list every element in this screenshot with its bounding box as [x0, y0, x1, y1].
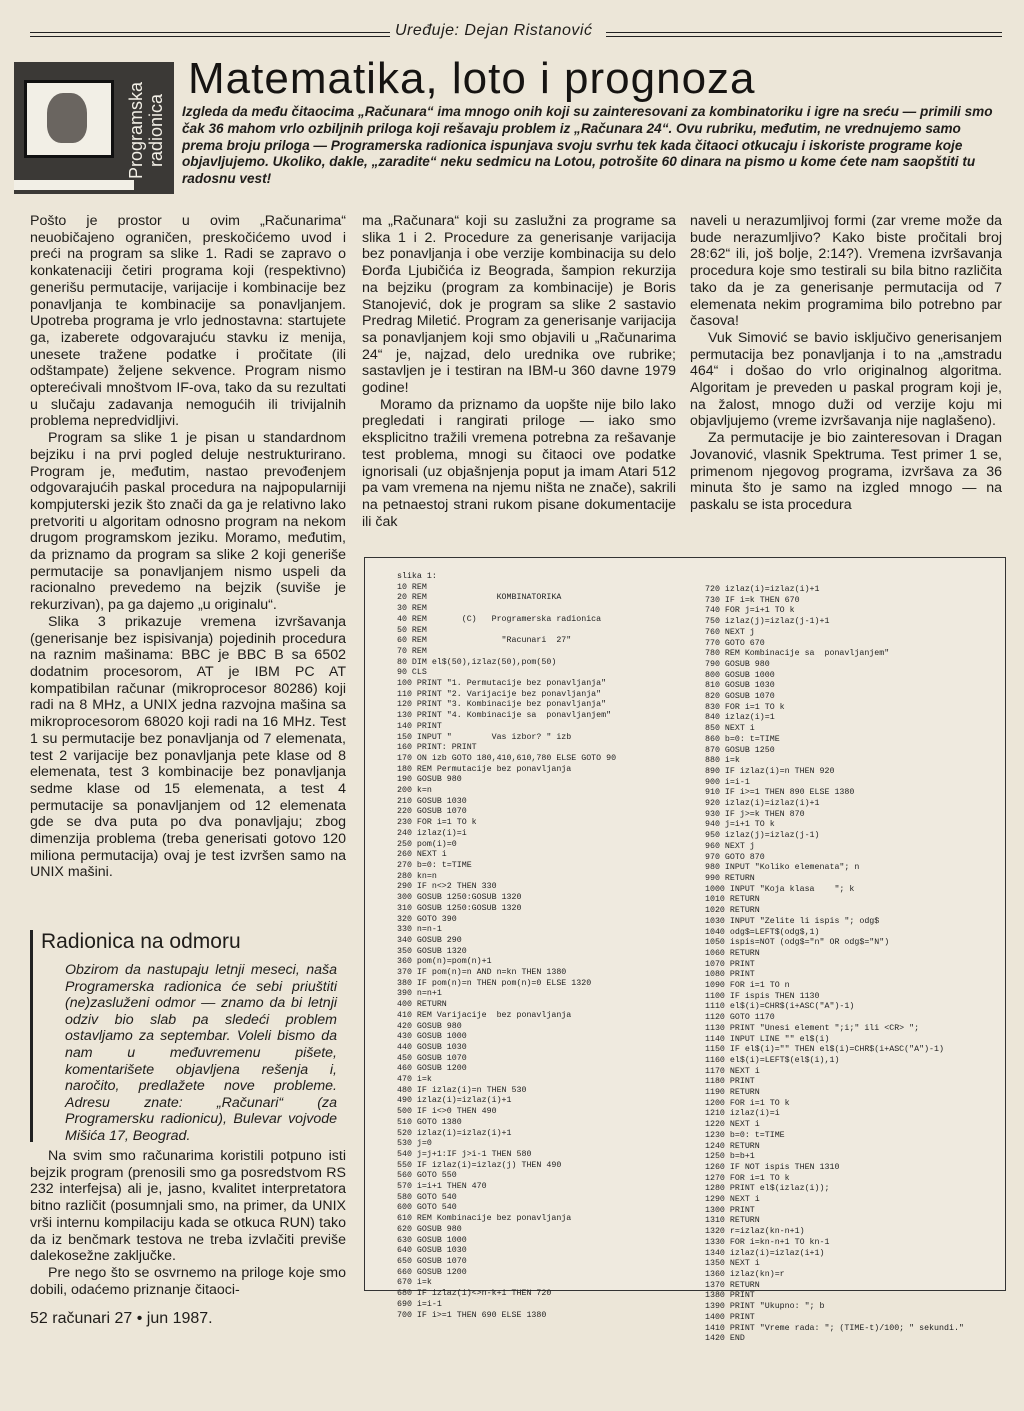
logo-text — [126, 70, 170, 190]
article-lede: Izgleda da među čitaocima „Računara“ ima mnogo onih koji su zainteresovani za kombinatoriku i igre na sreću — primili smo čak 36 mahom vrlo ozbiljnih priloga koji rešavaju problem iz „Računara 24“. Ovu rubriku, međutim, ne vrednujemo samo prema broju priloga — Programerska radionica ispunjava svoju svrhu tek kada čitaoci otkucaju i iskoriste programe koje objavljujemo. Ukoliko, dakle, „zaradite“ neku sedmicu na Lotou, potrošite 60 dinara na pismo u kome ćete nam saopštiti tu radosnu vest! — [182, 104, 993, 187]
logo-line-2: radionica — [146, 93, 166, 167]
paragraph: ma „Računara“ koji su zaslužni za programe sa slika 1 i 2. Procedure za generisanje varijacija bez ponavljanja i obe verzije kombinacija su delo Đorđa Ljubičića iz Beograda, šampion rekurzija na bejziku (program za kombinacije) je Boris Stanojević, dok je program sa slike 2 sastavio Predrag Miletić. Program za generisanje varijacija sa ponavljanjem koji smo objavili u „Računarima 24“ je, najzad, delo urednika ove rubrike; sastavljen je i testiran na IBM-u 360 davne 1979 godine! — [362, 213, 676, 397]
column-1 — [30, 213, 346, 881]
program-listing — [364, 557, 1006, 1344]
paragraph: Moramo da priznamo da uopšte nije bilo lako pregledati i rangirati priloge — iako smo eksplicitno tražili vremena potrebna za rešavanje test problema, mnogi su čitaoci ove podatke ignorisali (uz objašnjenja poput ja imam Atari 512 pa vam vremena na njemu ništa ne znače), sakrili na petnaestoj strani rukom pisane dokumentacije ili čak — [362, 396, 676, 530]
header-rule-right — [606, 32, 1002, 37]
paragraph: naveli u nerazumljivoj formi (zar vreme može da bude nerazumljivo? Kako biste pročitali broj 28:62“ ili, još bolje, 2:14?). Vremena izvršavanja procedura koje smo testirali su bila bitno različita tako da je za generisanje permutacija od 7 elemenata nekim programima bilo potrebno par časova! — [690, 213, 1002, 330]
keyboard-icon — [14, 180, 134, 190]
section-editor: Uređuje: Dejan Ristanović — [395, 22, 593, 39]
person-portrait-icon — [47, 93, 87, 143]
paragraph: Pošto je prostor u ovim „Računarima“ neuobičajeno ograničen, preskočićemo uvod i preći na program sa slike 1. Radi se zapravo o konkatenaciji četiri programa koji (respektivno) generišu permutacije, varijacije i kombinacije bez ponavljanja te kombinacije sa ponavljanjem. Upotreba programa je vrlo jednostavna: startujete ga, izaberete odgovarajuću stavku iz menija, unesete tražene podatke i pročitate (ili odštampate) željene sekvence. Program nismo opterećivali mnoštvom IF-ova, tako da su rezultati u slučaju zadavanja nemogućih ili trivijalnih problema nepredvidljivi. — [30, 213, 346, 430]
paragraph: Za permutacije je bio zainteresovan i Dragan Jovanović, vlasnik Spektruma. Test primer 1 se, primenom njegovog programa, izvršava za 36 minuta što je samo na izgled mnogo — na paskalu se ista procedura — [690, 430, 1002, 513]
section-logo — [14, 62, 174, 194]
column-2 — [362, 213, 676, 530]
column-3 — [690, 213, 1002, 514]
sidebar-box-title: Radionica na odmoru — [41, 930, 241, 953]
paragraph: Vuk Simović se bavio isključivo generisanjem permutacija bez ponavljanja i to na „amstradu 464“ i došao do vrlo originalnog algoritma. Algoritam je preveden u paskal program koji je, na žalost, mnogo duži od verzije koju mi objavljujemo (vreme izvršavanja nije naglašeno). — [690, 329, 1002, 430]
listing-left-column: slika 1: 10 REM 20 REM KOMBINATORIKA 30 REM 40 REM (C) Programerska radionica 50 REM 60 REM "Racunari 27" 70 REM 80 DIM el$(50),izlaz(50),pom(50) 90 CLS 100 PRINT "1. Permutacije bez ponavljanja" 110 PRINT "2. Varijacije bez ponavljanja" 120 PRINT "3. Kombinacije bez ponavljanja" 130 PRINT "4. Kombinacije sa ponavljanjem" 140 PRINT 150 INPUT " Vas izbor? " izb 160 PRINT: PRINT 170 ON izb GOTO 180,410,610,780 ELSE GOTO 90 180 REM Permutacije bez ponavljanja 190 GOSUB 980 200 k=n 210 GOSUB 1030 220 GOSUB 1070 230 FOR i=1 TO k 240 izlaz(i)=i 250 pom(i)=0 260 NEXT i 270 b=0: t=TIME 280 kn=n 290 IF n<>2 THEN 330 300 GOSUB 1250:GOSUB 1320 310 GOSUB 1250:GOSUB 1320 320 GOTO 390 330 n=n-1 340 GOSUB 290 350 GOSUB 1320 360 pom(n)=pom(n)+1 370 IF pom(n)=n AND n=kn THEN 1380 380 IF pom(n)=n THEN pom(n)=0 ELSE 1320 390 n=n+1 400 RETURN 410 REM Varijacije bez ponavljanja 420 GOSUB 980 430 GOSUB 1000 440 GOSUB 1030 450 GOSUB 1070 460 GOSUB 1200 470 i=k 480 IF izlaz(i)=n THEN 530 490 izlaz(i)=izlaz(i)+1 500 IF i<>0 THEN 490 510 GOTO 1380 520 izlaz(i)=izlaz(i)+1 530 j=0 540 j=j+1:IF j>i-1 THEN 580 550 IF izlaz(i)=izlaz(j) THEN 490 560 GOTO 550 570 i=i+1 THEN 470 580 GOTO 540 600 GOTO 540 610 REM Kombinacije bez ponavljanja 620 GOSUB 980 630 GOSUB 1000 640 GOSUB 1030 650 GOSUB 1070 660 GOSUB 1200 670 i=k 680 IF izlaz(i)<>n-k+i THEN 720 690 i=i-1 700 IF i>=1 THEN 690 ELSE 1380 — [397, 572, 617, 1320]
header-rule-left — [30, 32, 390, 37]
column-1-continued — [30, 1148, 346, 1298]
paragraph: Pre nego što se osvrnemo na priloge koje smo dobili, odaćemo priznanje čitaoci- — [30, 1264, 346, 1298]
paragraph: Slika 3 prikazuje vremena izvršavanja (generisanje bez ispisivanja) pojedinih procedura na raznim mašinama: BBC je BBC B sa 6502 dodatnim procesorom, AT je IBM PC AT kompatibilan računar (mikroprocesor 80286) koji radi na 8 MHz, a UNIX jedna razvojna mašina sa mikroprocesorom 68020 koji radi na 16 MHz. Test 1 su permutacije bez ponavljanja od 7 elemenata, test 2 varijacije bez ponavljanja pete klase od 8 elemenata, test 3 kombinacije bez ponavljanja sedme klase od 15 elemenata, a test 4 permutacije sa ponavljanjem od 12 elemenata gde se dva puta po dva ponavljaju; zbog dimenzija problema (treba generisati gotovo 120 miliona permutacija) ovaj je test izvršen samo na UNIX mašini. — [30, 613, 346, 881]
article-title: Matematika, loto i prognoza — [188, 54, 756, 103]
page-footer: 52 računari 27 • jun 1987. — [30, 1310, 213, 1327]
listing-right-column: 720 izlaz(i)=izlaz(i)+1 730 IF i=k THEN 670 740 FOR j=i+1 TO k 750 izlaz(j)=izlaz(j-1)+1 760 NEXT j 770 GOTO 670 780 REM Kombinacije sa ponavljanjem" 790 GOSUB 980 800 GOSUB 1000 810 GOSUB 1030 820 GOSUB 1070 830 FOR i=1 TO k 840 izlaz(i)=1 850 NEXT i 860 b=0: t=TIME 870 GOSUB 1250 880 i=k 890 IF izlaz(i)=n THEN 920 900 i=i-1 910 IF i>=1 THEN 890 ELSE 1380 920 izlaz(i)=izlaz(i)+1 930 IF j>=k THEN 870 940 j=i+1 TO k 950 izlaz(j)=izlaz(j-1) 960 NEXT j 970 GOTO 870 980 INPUT "Koliko elemenata"; n 990 RETURN 1000 INPUT "Koja klasa "; k 1010 RETURN 1020 RETURN 1030 INPUT "Zelite li ispis "; odg$ 1040 odg$=LEFT$(odg$,1) 1050 ispis=NOT (odg$="n" OR odg$="N") 1060 RETURN 1070 PRINT 1080 PRINT 1090 FOR i=1 TO n 1100 IF ispis THEN 1130 1110 el$(i)=CHR$(i+ASC("A")-1) 1120 GOTO 1170 1130 PRINT "Unesi element ";i;" ili <CR> "; 1140 INPUT LINE "" el$(i) 1150 IF el$(i)="" THEN el$(i)=CHR$(i+ASC("A")-1) 1160 el$(i)=LEFT$(el$(i),1) 1170 NEXT i 1180 PRINT 1190 RETURN 1200 FOR i=1 TO k 1210 izlaz(i)=i 1220 NEXT i 1230 b=0: t=TIME 1240 RETURN 1250 b=b+1 1260 IF NOT ispis THEN 1310 1270 FOR i=1 TO k 1280 PRINT el$(izlaz(i)); 1290 NEXT i 1300 PRINT 1310 RETURN 1320 r=izlaz(kn-n+1) 1330 FOR i=kn-n+1 TO kn-1 1340 izlaz(i)=izlaz(i+1) 1350 NEXT i 1360 izlaz(kn)=r 1370 RETURN 1380 PRINT 1390 PRINT "Ukupno: "; b 1400 PRINT 1410 PRINT "Vreme rada: "; (TIME-t)/100; " sekundi." 1420 END — [705, 585, 964, 1344]
sidebar-box — [30, 930, 343, 1142]
computer-screen-icon — [24, 80, 114, 158]
sidebar-box-body: Obzirom da nastupaju letnji meseci, naša Programerska radionica će sebi priuštiti (ne)zasluženi odmor — znamo da bi letnji odziv bio slab pa sledeći problem ostavljamo za septembar. Voleli bismo da nam u međuvremenu pišete, komentarišete objavljena rešenja i, naročito, predlažete nove probleme. Adresu znate: „Računari“ (za Programersku radionicu), Bulevar vojvode Mišića 17, Beograd. — [65, 962, 337, 1144]
paragraph: Na svim smo računarima koristili potpuno isti bejzik program (prenosili smo ga posredstvom RS 232 interfejsa) ali je, jasno, kvalitet interpretatora bitno različit (posumnjali smo, na primer, da UNIX vrši internu kompilaciju kada se otkuca RUN) tako da iz benčmark testova ne treba izvlačiti previše dalekosežne zaključke. — [30, 1148, 346, 1265]
paragraph: Program sa slike 1 je pisan u standardnom bejziku i na prvi pogled deluje nestrukturirano. Program je, međutim, nastao prevođenjem odgovarajućih paskal procedura na najpopularniji kompjuterski jezik što znači da ga je relativno lako pretvoriti u algoritam odnosno program na nekom drugom programskom jeziku. Moramo, međutim, da priznamo da program sa slike 2 koji generiše permutacije sa ponavljanjem nismo uspeli da racionalno prevedemo na bejzik (suviše je rekurzivan), pa ga dajemo „u originalu“. — [30, 430, 346, 614]
logo-line-1: Programska — [126, 81, 146, 179]
